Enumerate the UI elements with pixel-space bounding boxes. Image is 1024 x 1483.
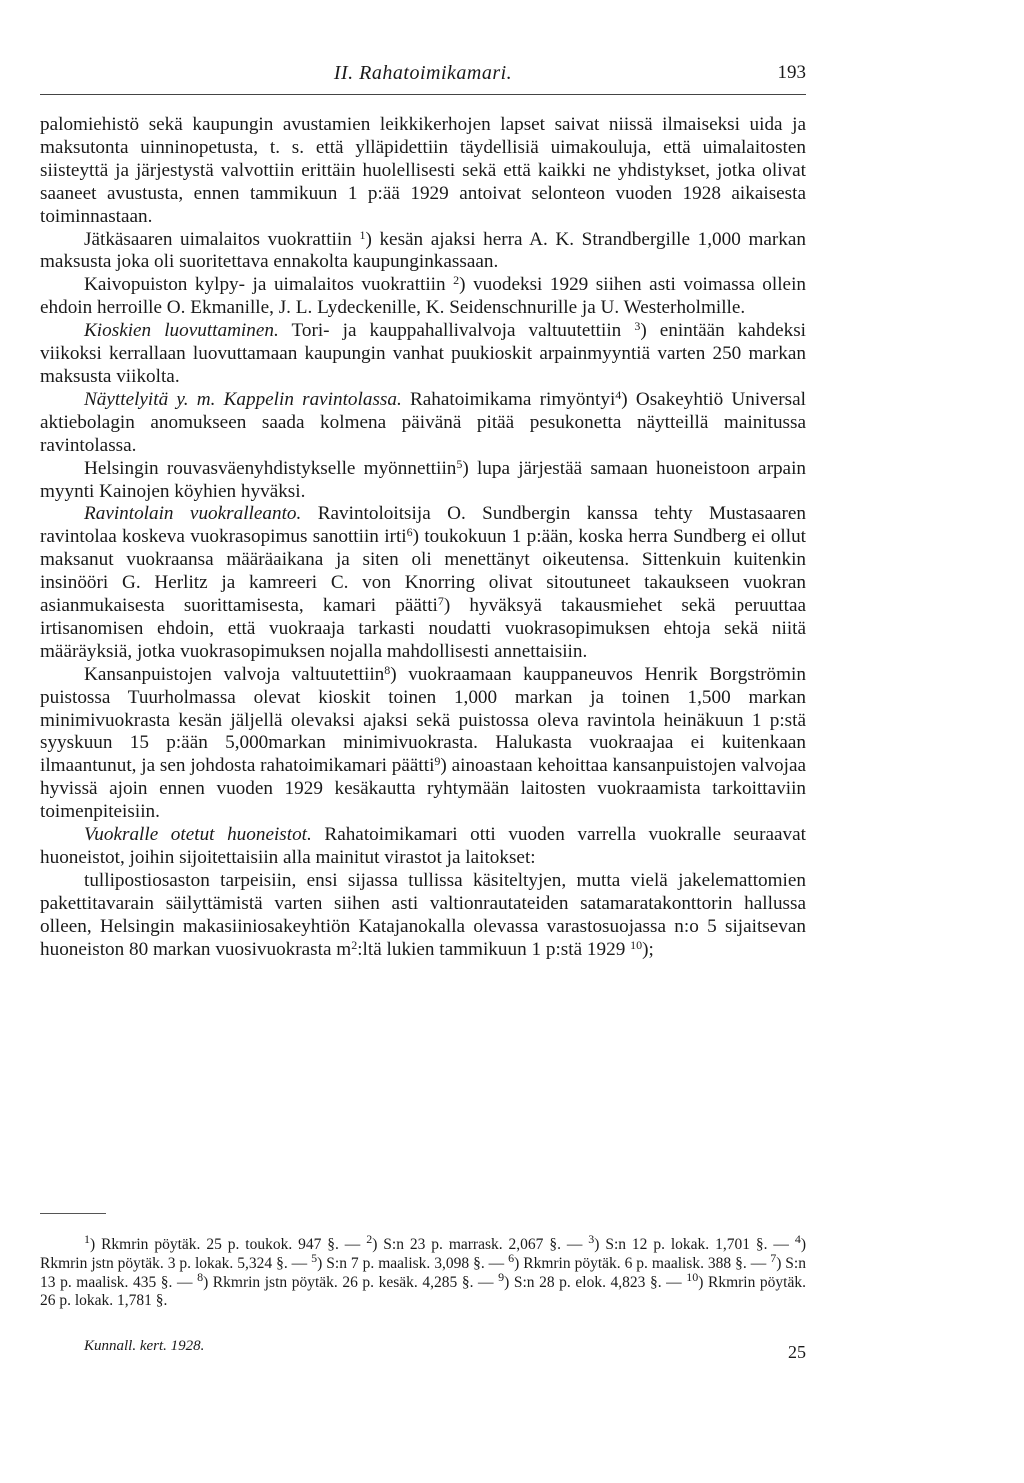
footnote-marker: 9 <box>434 754 441 769</box>
text-run: ) Rkmrin pöytäk. 26 p. lokak. 1,781 §. <box>40 1273 806 1310</box>
header-rule <box>40 94 806 95</box>
page-footer <box>40 1338 806 1362</box>
text-run: ) S:n 23 p. marrask. 2,067 §. — <box>372 1236 589 1253</box>
footnote-marker: 10 <box>630 937 643 952</box>
section-heading: Näyttelyitä y. m. Kappelin ravintolassa. <box>84 388 402 410</box>
footnote-marker: 2 <box>366 1232 373 1246</box>
text-run: ) S:n 28 p. elok. 4,823 §. — <box>504 1273 687 1291</box>
footnote-marker: 4 <box>615 387 622 402</box>
text-run: ) S:n 7 p. maalisk. 3,098 §. — <box>317 1254 509 1272</box>
body-paragraph <box>40 389 806 458</box>
text-run: ) Rkmrin jstn pöytäk. 26 p. kesäk. 4,285 §. — <box>203 1273 499 1291</box>
text-run: ) kesän ajaksi herra A. K. Strandbergille 1,000 markan maksusta joka oli suoritettava ennakolta kaupunginkassaan. <box>40 228 806 273</box>
text-run: ) Osakeyhtiö Universal aktiebolagin anomukseen saada kolmena päivänä pitää pesukonetta näytteillä mainitussa ravintolassa. <box>40 388 806 456</box>
body-paragraph <box>40 274 806 320</box>
footnote-marker: 1 <box>84 1232 90 1246</box>
footnote-marker: 6 <box>406 525 413 540</box>
footnote-marker: 4 <box>794 1232 801 1246</box>
text-run: ) S:n 13 p. maalisk. 435 §. — <box>40 1254 806 1291</box>
footnote-paragraph <box>40 1232 806 1311</box>
footnote-marker: 10 <box>686 1269 699 1284</box>
text-run: ) enintään kahdeksi viikoksi kerrallaan luovuttamaan kaupungin vanhat puukioskit arpainmyyntiä varten 250 markan maksusta viikolta. <box>40 320 806 387</box>
text-run: ) S:n 12 p. lokak. 1,701 §. — <box>594 1236 795 1253</box>
text-run: ) lupa järjestää samaan huoneistoon arpain myynti Kainojen köyhien hyväksi. <box>40 457 806 502</box>
text-run: Kaivopuiston kylpy- ja uimalaitos vuokrattiin <box>84 274 454 296</box>
running-header <box>40 58 806 92</box>
body-paragraph <box>40 664 806 824</box>
body-paragraph <box>40 503 806 663</box>
body-paragraph <box>40 229 806 275</box>
body-paragraph <box>40 114 806 229</box>
text-run: palomiehistö sekä kaupungin avustamien leikkikerhojen lapset saivat niissä ilmaiseksi uida ja maksutonta uinninopetusta, t. s. että ylläpidettiin täydellisiä uimakouluja, että uimalaitosten siisteyttä ja järjestystä valvottiin erittäin huolellisesti sekä että kaikki ne yhdistykset, jotka olivat saaneet avustusta, ennen tammikuun 1 p:ää 1929 antoivat selonteon vuoden 1928 aikaisesta toiminnastaan. <box>40 114 806 227</box>
chapter-title: II. Rahatoimikamari. <box>333 62 513 84</box>
page-number: 193 <box>777 62 806 83</box>
text-run: ) vuodeksi 1929 siihen asti voimassa ollein ehdoin herroille O. Ekmanille, J. L. Lydeckenille, K. Seidenschnurille ja U. Westerholmille. <box>40 274 806 319</box>
text-run: ) vuokraamaan kauppaneuvos Henrik Borgströmin puistossa Tuurholmassa olevat kioskit toinen 1,000 markan ja toinen 1,500 markan minimivuokrasta kesän jäljellä olevaksi ajaksi sekä puistossa oleva ravintola heinäkuun 1 p:stä syyskuun 15 p:ään 5,000markan minimivuokrasta. Halukasta vuokraajaa ei kuitenkaan ilmaantunut, ja sen johdosta rahatoimikamari päätti <box>40 663 806 777</box>
body-paragraph <box>40 870 806 962</box>
source-reference: Kunnall. kert. 1928. <box>84 1338 205 1354</box>
text-run: Ravintoloitsija O. Sundbergin kanssa tehty Mustasaaren ravintolaa koskeva vuokrasopimus sanottiin irti <box>40 503 806 548</box>
section-heading: Ravintolain vuokralleanto. <box>84 503 302 525</box>
text-run: Jätkäsaaren uimalaitos vuokrattiin <box>84 228 360 250</box>
text-run: Rahatoimikamari otti vuoden varrella vuokralle seuraavat huoneistot, joihin sijoitettaisiin alla mainitut virastot ja laitokset: <box>40 824 806 868</box>
text-run: Kansanpuistojen valvoja valtuutettiin <box>84 663 385 685</box>
section-heading: Kioskien luovuttaminen. <box>84 320 279 342</box>
text-run: :ltä lukien tammikuun 1 p:stä 1929 <box>357 938 631 960</box>
footnote-marker: 7 <box>437 594 444 609</box>
footnote-marker: 2 <box>453 273 460 288</box>
text-run: tullipostiosaston tarpeisiin, ensi sijassa tullissa käsiteltyjen, mutta vielä jakelemattomien pakettitavarain säilyttämistä varten siihen asti valtionrautateiden satamaratakonttorin hallussa olleen, Helsingin makasiiniosakeyhtiön Katajanokalla olevassa varastosuojassa n:o 5 sijaitsevan huoneiston 80 markan vuosivuokrasta m <box>40 869 806 960</box>
footnote-marker: 5 <box>456 456 463 471</box>
footnote-marker: 8 <box>384 662 391 677</box>
footnote-marker: 8 <box>197 1269 204 1284</box>
body-text <box>40 114 806 962</box>
footnotes <box>40 1232 806 1311</box>
text-run: ) Rkmrin pöytäk. 6 p. maalisk. 388 §. — <box>514 1254 771 1272</box>
footnote-marker: 9 <box>498 1269 505 1284</box>
footnote-marker: 6 <box>508 1250 515 1265</box>
body-paragraph <box>40 824 806 870</box>
signature-mark: 25 <box>788 1342 806 1362</box>
body-paragraph <box>40 320 806 389</box>
text-run: Rahatoimikama rimyöntyi <box>401 388 616 410</box>
footnote-marker: 1 <box>359 227 366 242</box>
footnote-marker: 2 <box>351 937 358 952</box>
footnote-rule <box>40 1213 106 1214</box>
text-run: Helsingin rouvasväenyhdistykselle myönnettiin <box>84 457 457 479</box>
text-run: ); <box>642 938 654 960</box>
footnote-marker: 7 <box>770 1250 777 1265</box>
body-paragraph <box>40 458 806 504</box>
text-run: ) hyväksyä takausmiehet sekä peruuttaa irtisanomisen ehdoin, että vuokraaja tarkasti noudatti vuokrasopimuksen ehtoja sekä niitä määräyksiä, jotka vuokrasopimuksen nojalla mahdollisesti annettaisiin. <box>40 595 806 662</box>
text-run: Tori- ja kauppahallivalvoja valtuutettiin <box>278 320 635 342</box>
footnote-marker: 3 <box>588 1232 595 1246</box>
text-run: ) Rkmrin jstn pöytäk. 3 p. lokak. 5,324 §. — <box>40 1236 806 1272</box>
footnote-marker: 5 <box>311 1250 318 1265</box>
section-heading: Vuokralle otetut huoneistot. <box>84 824 312 846</box>
footnote-marker: 3 <box>634 319 641 334</box>
text-run: ) ainoastaan kehoittaa kansanpuistojen valvojaa hyvissä ajoin ennen vuoden 1929 kesäkautta ryhtymään laitosten vuokraamista tarkoittaviin toimenpiteisiin. <box>40 755 806 823</box>
text-run: ) Rkmrin pöytäk. 25 p. toukok. 947 §. — <box>90 1236 367 1253</box>
text-run: ) toukokuun 1 p:ään, koska herra Sundberg ei ollut maksanut vuokraansa määräaikana ja siten oli menettänyt oikeutensa. Sittenkuin kuitenkin insinööri G. Herlitz ja kamreeri C. von Knorring olivat sitoutuneet takaukseen vuokran asianmukaisesta suorittamisesta, kamari päätti <box>40 526 807 617</box>
